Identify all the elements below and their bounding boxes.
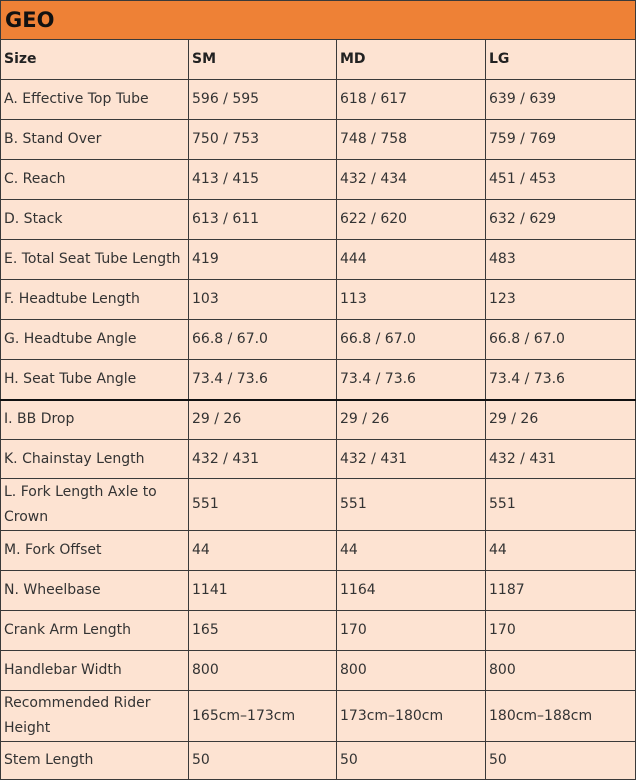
cell-sm: 613 / 611 xyxy=(189,200,337,240)
cell-sm: 413 / 415 xyxy=(189,160,337,200)
table-row xyxy=(1,80,636,120)
cell-sm: 165cm–173cm xyxy=(189,691,337,742)
table-row xyxy=(1,611,636,651)
cell-md: 800 xyxy=(337,651,486,691)
cell-sm: 596 / 595 xyxy=(189,80,337,120)
table-row xyxy=(1,531,636,571)
cell-lg: 50 xyxy=(486,742,636,780)
cell-md: 748 / 758 xyxy=(337,120,486,160)
header-row xyxy=(1,40,636,80)
cell-sm: 551 xyxy=(189,479,337,531)
cell-lg: 800 xyxy=(486,651,636,691)
table-row xyxy=(1,571,636,611)
cell-sm: 432 / 431 xyxy=(189,440,337,479)
cell-md: 551 xyxy=(337,479,486,531)
row-label: M. Fork Offset xyxy=(1,531,189,571)
cell-lg: 432 / 431 xyxy=(486,440,636,479)
cell-sm: 44 xyxy=(189,531,337,571)
row-label: F. Headtube Length xyxy=(1,280,189,320)
cell-lg: 1187 xyxy=(486,571,636,611)
cell-lg: 632 / 629 xyxy=(486,200,636,240)
table-row xyxy=(1,400,636,440)
cell-sm: 750 / 753 xyxy=(189,120,337,160)
row-label: Stem Length xyxy=(1,742,189,780)
table-row xyxy=(1,651,636,691)
row-label: H. Seat Tube Angle xyxy=(1,360,189,400)
row-label: D. Stack xyxy=(1,200,189,240)
cell-md: 1164 xyxy=(337,571,486,611)
row-label: Crank Arm Length xyxy=(1,611,189,651)
cell-lg: 44 xyxy=(486,531,636,571)
row-label: E. Total Seat Tube Length xyxy=(1,240,189,280)
table-title-row xyxy=(1,1,636,40)
cell-md: 44 xyxy=(337,531,486,571)
cell-md: 618 / 617 xyxy=(337,80,486,120)
table-row xyxy=(1,240,636,280)
table-row xyxy=(1,120,636,160)
header-cell-md: MD xyxy=(337,40,486,80)
cell-sm: 1141 xyxy=(189,571,337,611)
cell-md: 622 / 620 xyxy=(337,200,486,240)
cell-md: 73.4 / 73.6 xyxy=(337,360,486,400)
table-row xyxy=(1,691,636,742)
cell-md: 444 xyxy=(337,240,486,280)
cell-lg: 551 xyxy=(486,479,636,531)
cell-sm: 103 xyxy=(189,280,337,320)
cell-sm: 73.4 / 73.6 xyxy=(189,360,337,400)
cell-sm: 29 / 26 xyxy=(189,400,337,440)
cell-lg: 180cm–188cm xyxy=(486,691,636,742)
table-row xyxy=(1,200,636,240)
cell-md: 50 xyxy=(337,742,486,780)
table-title: GEO xyxy=(1,1,636,40)
table-row xyxy=(1,479,636,531)
cell-lg: 73.4 / 73.6 xyxy=(486,360,636,400)
cell-md: 29 / 26 xyxy=(337,400,486,440)
row-label: Handlebar Width xyxy=(1,651,189,691)
table-row xyxy=(1,160,636,200)
cell-lg: 759 / 769 xyxy=(486,120,636,160)
cell-md: 432 / 434 xyxy=(337,160,486,200)
cell-lg: 123 xyxy=(486,280,636,320)
cell-lg: 451 / 453 xyxy=(486,160,636,200)
cell-lg: 483 xyxy=(486,240,636,280)
row-label: G. Headtube Angle xyxy=(1,320,189,360)
cell-lg: 170 xyxy=(486,611,636,651)
table-row xyxy=(1,280,636,320)
cell-md: 432 / 431 xyxy=(337,440,486,479)
cell-sm: 50 xyxy=(189,742,337,780)
header-cell-lg: LG xyxy=(486,40,636,80)
row-label: B. Stand Over xyxy=(1,120,189,160)
cell-sm: 419 xyxy=(189,240,337,280)
header-cell-sm: SM xyxy=(189,40,337,80)
cell-md: 173cm–180cm xyxy=(337,691,486,742)
row-label: K. Chainstay Length xyxy=(1,440,189,479)
row-label: A. Effective Top Tube xyxy=(1,80,189,120)
header-cell-size: Size xyxy=(1,40,189,80)
cell-sm: 165 xyxy=(189,611,337,651)
table-row xyxy=(1,360,636,400)
table-row xyxy=(1,440,636,479)
cell-lg: 639 / 639 xyxy=(486,80,636,120)
row-label: C. Reach xyxy=(1,160,189,200)
cell-sm: 800 xyxy=(189,651,337,691)
cell-md: 170 xyxy=(337,611,486,651)
row-label: L. Fork Length Axle to Crown xyxy=(1,479,189,531)
table-row xyxy=(1,742,636,780)
row-label: I. BB Drop xyxy=(1,400,189,440)
row-label: N. Wheelbase xyxy=(1,571,189,611)
cell-md: 113 xyxy=(337,280,486,320)
row-label: Recommended Rider Height xyxy=(1,691,189,742)
table-row xyxy=(1,320,636,360)
cell-md: 66.8 / 67.0 xyxy=(337,320,486,360)
cell-lg: 66.8 / 67.0 xyxy=(486,320,636,360)
cell-lg: 29 / 26 xyxy=(486,400,636,440)
cell-sm: 66.8 / 67.0 xyxy=(189,320,337,360)
